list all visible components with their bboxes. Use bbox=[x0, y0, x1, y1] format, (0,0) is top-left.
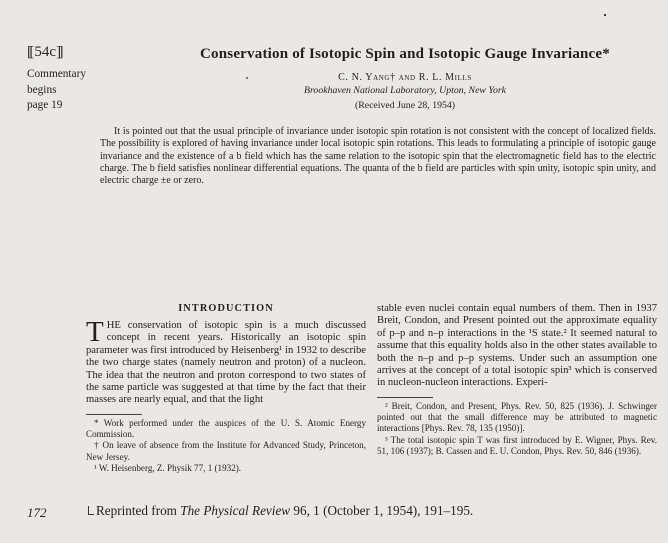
two-column-body bbox=[86, 303, 657, 474]
footnote-item: † On leave of absence from the Institute for Advanced Study, Princeton, New Jersey. bbox=[86, 440, 366, 462]
commentary-note-line: page 19 bbox=[27, 99, 63, 111]
abstract-text: It is pointed out that the usual principle of invariance under isotopic spin rotation is not consistent with the concept of localized fields. The possibility is explored of having invariance under local isotopic spin rotations. This leads to formulating a principle of isotopic gauge invariance and the existence of a b field which has the same relation to the isotopic spin that the electromagnetic field has to the electric charge. The b field satisfies nonlinear differential equations. The quanta of the b field are particles with spin unity, isotopic spin unity, and electric charge ±e or zero. bbox=[100, 126, 656, 187]
commentary-note bbox=[27, 67, 137, 114]
reprint-credit-line bbox=[88, 503, 473, 519]
reprint-suffix: 96, 1 (October 1, 1954), 191–195. bbox=[290, 503, 474, 518]
scan-speck bbox=[246, 77, 248, 79]
left-column bbox=[86, 303, 366, 474]
introduction-heading: INTRODUCTION bbox=[178, 303, 274, 314]
journal-title: The Physical Review bbox=[180, 503, 291, 518]
double-bracket-open: [[ bbox=[27, 44, 32, 60]
paper-reference-label bbox=[27, 44, 137, 61]
right-column bbox=[377, 303, 657, 474]
drop-cap: T bbox=[86, 316, 104, 348]
received-date-line: (Received June 28, 1954) bbox=[354, 100, 456, 111]
double-bracket-close: ]] bbox=[56, 44, 61, 60]
scan-speck bbox=[604, 14, 606, 16]
intro-left-paragraph-text: HE conservation of isotopic spin is a much discussed concept in recent years. Historically an isotopic spin parameter was first introduced by Heisenberg¹ in 1932 to describe the two charge states (namely neutron and proton) of a nucleon. The idea that the neutron and proton correspond to two states of the same particle was suggested at that time by the fact that their masses are nearly equal, and that the light bbox=[86, 320, 366, 406]
page-number: 172 bbox=[27, 505, 47, 520]
reprint-prefix: Reprinted from bbox=[96, 503, 181, 518]
affiliation-line: Brookhaven National Laboratory, Upton, New York bbox=[303, 85, 507, 96]
footnote-separator-rule bbox=[377, 397, 433, 398]
footnote-item: ¹ W. Heisenberg, Z. Physik 77, 1 (1932). bbox=[94, 463, 242, 474]
footnote-item: ² Breit, Condon, and Present, Phys. Rev. 50, 825 (1936). J. Schwinger pointed out that the small difference may be attributed to magnetic interactions [Phys. Rev. 78, 135 (1950)]. bbox=[377, 400, 657, 434]
footnote-item: * Work performed under the auspices of the U. S. Atomic Energy Commission. bbox=[86, 417, 366, 440]
authors-line: C. N. Yang† and R. L. Mills bbox=[338, 72, 472, 83]
paper-header bbox=[148, 46, 662, 111]
footnote-separator-rule bbox=[86, 414, 142, 415]
commentary-note-line: Commentary bbox=[27, 68, 86, 80]
commentary-note-line: begins bbox=[27, 83, 57, 96]
paper-title: Conservation of Isotopic Spin and Isotopic Gauge Invariance* bbox=[200, 46, 610, 62]
margin-annotations bbox=[27, 44, 137, 114]
footnote-item: ³ The total isotopic spin T was first introduced by E. Wigner, Phys. Rev. 51, 106 (1937); B. Cassen and E. U. Condon, Phys. Rev. 50, 846 (1936). bbox=[377, 434, 657, 457]
corner-bracket-icon bbox=[88, 506, 94, 515]
intro-right-paragraph: stable even nuclei contain equal numbers of them. Then in 1937 Breit, Condon, and Present pointed out the approximate equality of p–p and n–p interactions in the ¹S state.² It seemed natural to assume that this equality holds also in the other states available to both the n–p and p–p systems. Under such an assumption one arrives at the concept of a total isotopic spin³ which is conserved in nucleon-nucleon interactions. Experi- bbox=[377, 303, 657, 389]
intro-left-paragraph bbox=[86, 316, 366, 407]
reference-label-text: 54c bbox=[34, 44, 57, 60]
